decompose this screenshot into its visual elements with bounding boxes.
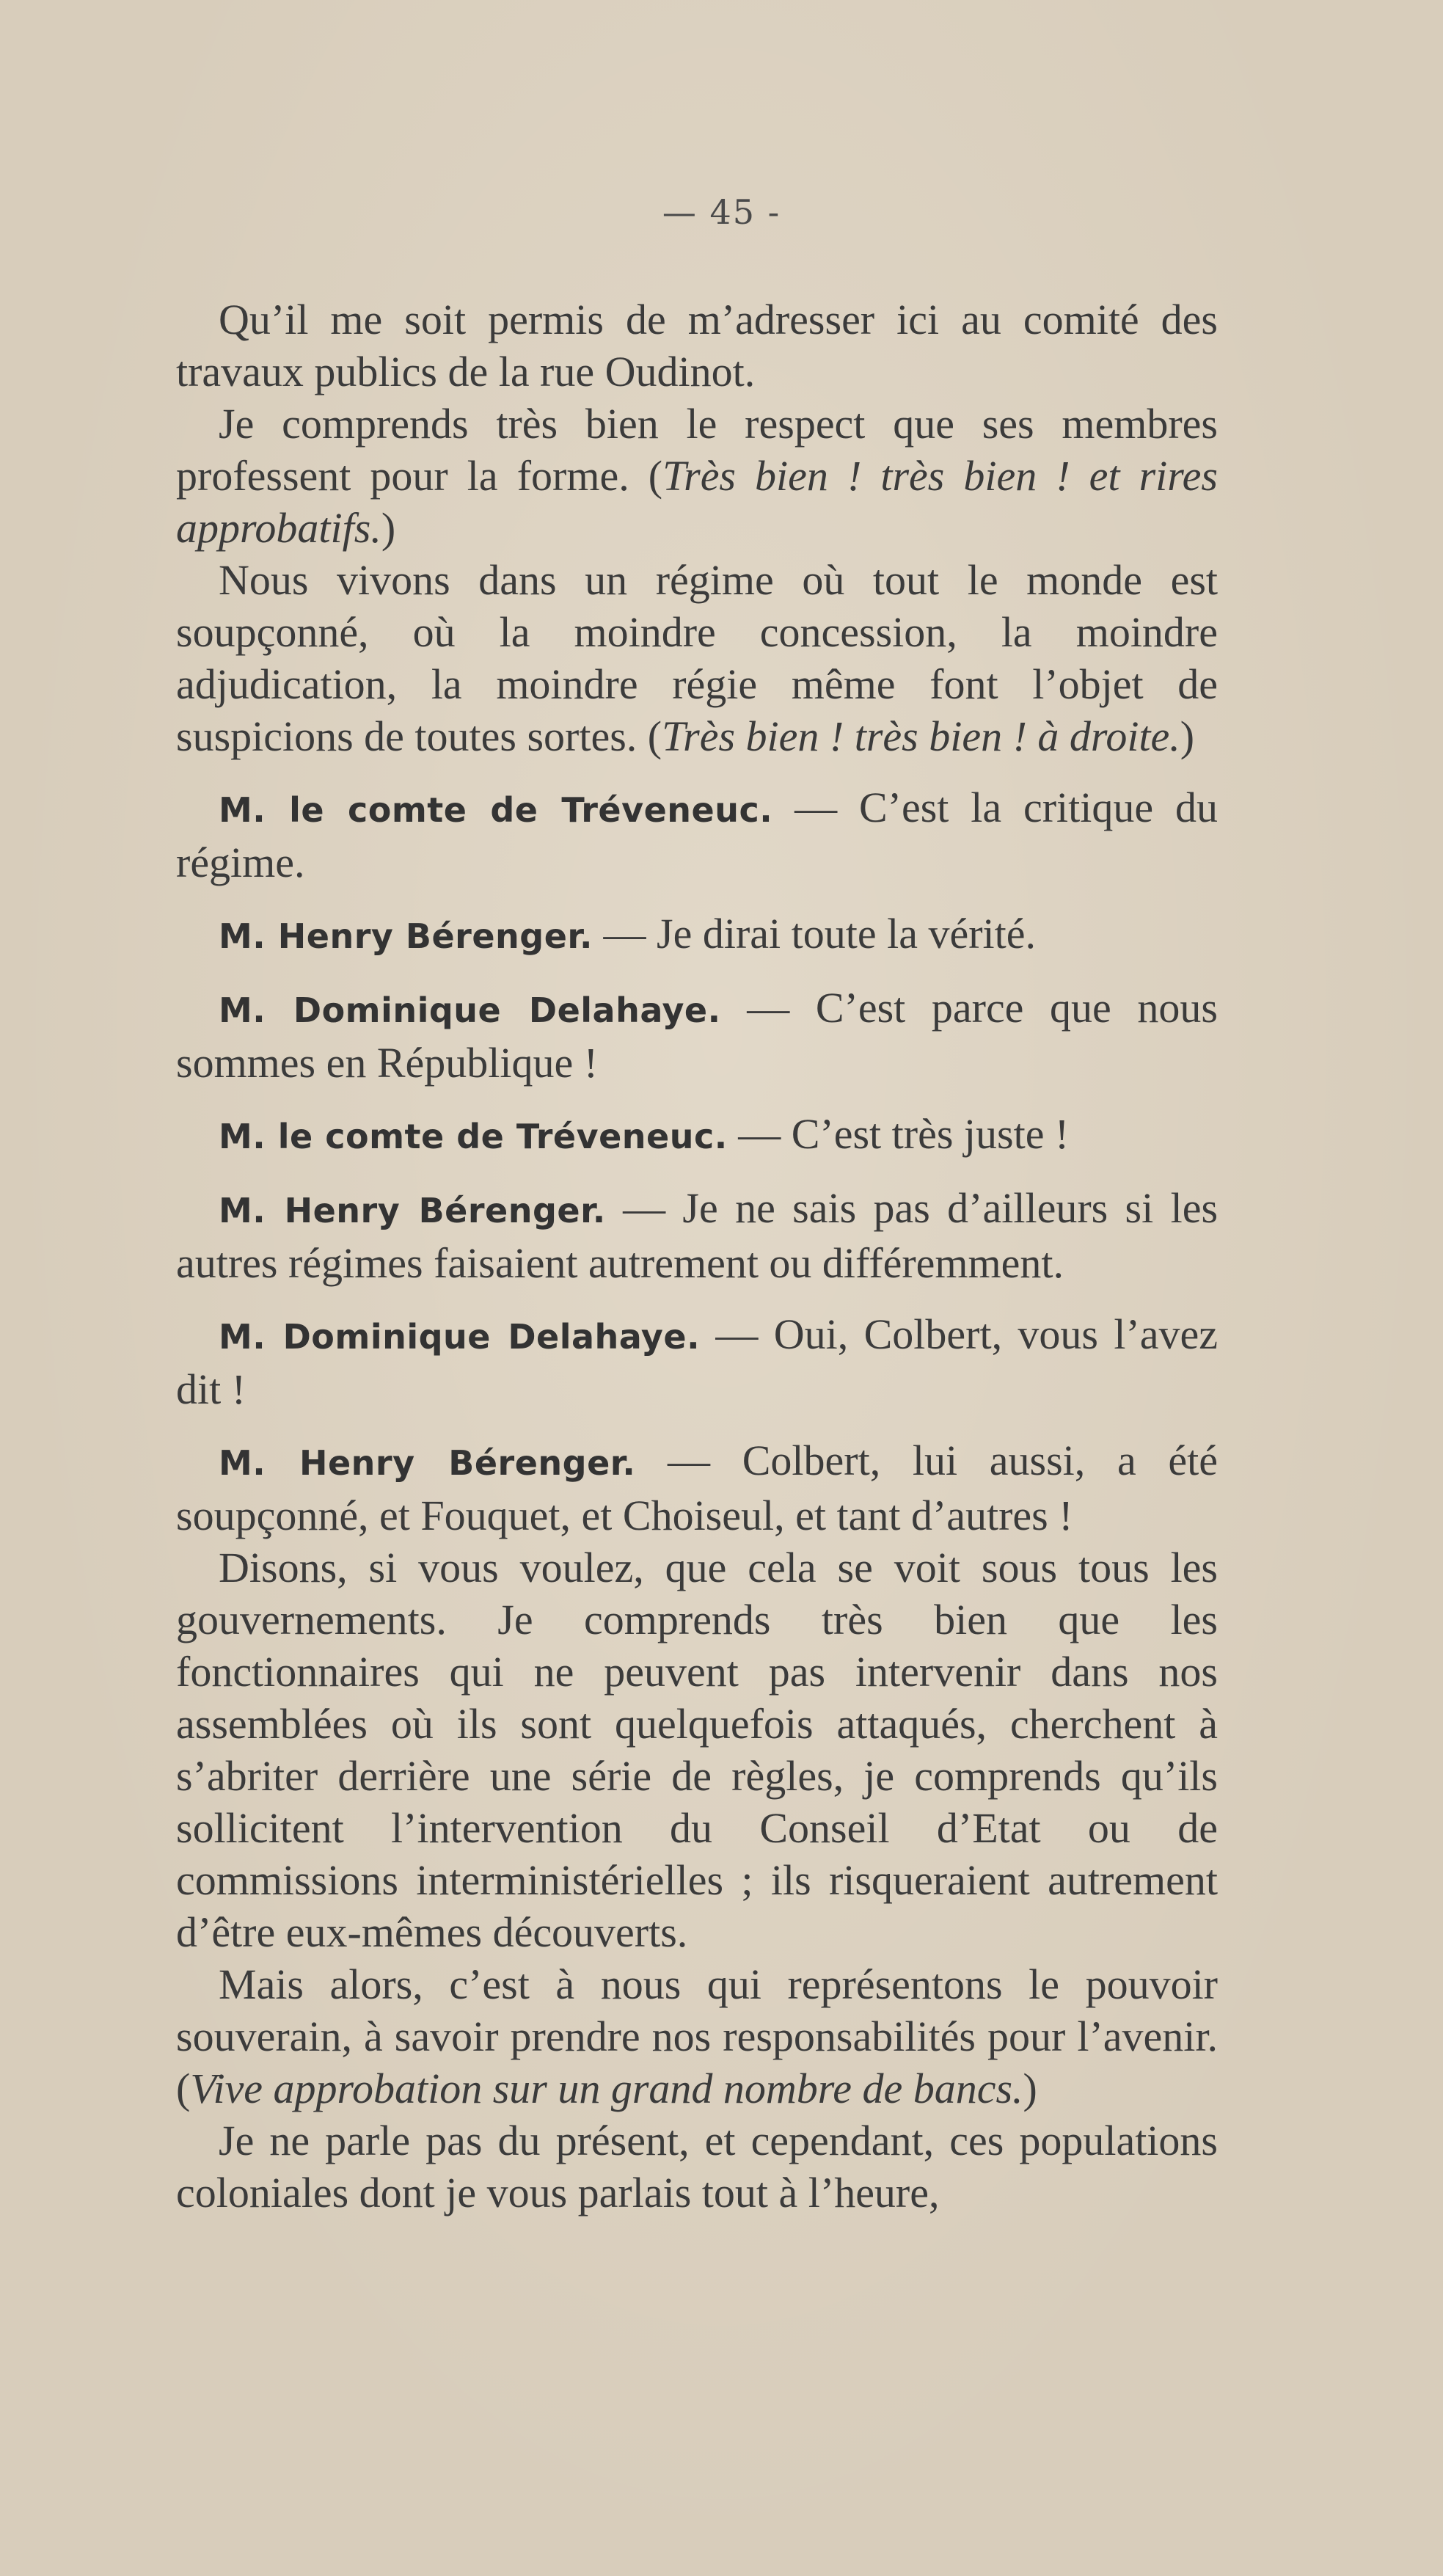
speaker-name: M. le comte de Tréveneuc. (219, 790, 773, 830)
body-text (176, 293, 1218, 2219)
dialogue-text: — Oui, Colbert, vous l’avez dit ! (176, 1310, 1218, 1413)
paragraph-text: Qu’il me soit permis de m’adresser ici au comité des travaux publics de la rue Oudinot. (176, 296, 1218, 395)
dialogue-text: — Je dirai toute la vérité. (593, 910, 1036, 957)
dialogue-line (176, 982, 1218, 1089)
paragraph-text: ) (1023, 2065, 1037, 2112)
paragraph (176, 293, 1218, 398)
applause-note: Très bien ! très bien ! à droite. (662, 712, 1180, 760)
speaker-name: M. Dominique Delahaye. (219, 1317, 701, 1357)
speaker-name: M. Henry Bérenger. (219, 1443, 636, 1483)
speaker-name: M. Henry Bérenger. (219, 1191, 606, 1230)
paragraph-text: Nous vivons dans un régime où tout le monde est soupçonné, où la moindre concession, la moindre adjudication, la moindre régie même font l’objet de suspicions de toutes sortes. ( (176, 556, 1218, 760)
page-number: — 45 - (662, 192, 781, 232)
dialogue-line (176, 781, 1218, 889)
paragraph-text: Je ne parle pas du présent, et cependant, ces populations coloniales dont je vous parlais tout à l’heure, (176, 2117, 1218, 2216)
dialogue-line (176, 1108, 1218, 1163)
speaker-name: M. le comte de Tréveneuc. (219, 1117, 728, 1156)
dialogue-text: — C’est parce que nous sommes en République ! (176, 984, 1218, 1087)
dialogue-line (176, 1434, 1218, 1541)
paragraph (176, 1541, 1218, 1958)
applause-note: Vive approbation sur un grand nombre de bancs. (190, 2065, 1023, 2112)
paragraph-text: ) (381, 504, 396, 552)
speaker-name: M. Henry Bérenger. (219, 916, 593, 956)
dialogue-text: — C’est la critique du régime. (176, 784, 1219, 886)
dialogue-line (176, 1308, 1218, 1415)
speaker-name: M. Dominique Delahaye. (219, 990, 721, 1030)
dialogue-text: — Colbert, lui aussi, a été soupçonné, et Fouquet, et Choiseul, et tant d’autres ! (176, 1437, 1218, 1539)
paragraph (176, 2115, 1218, 2219)
dialogue-text: — C’est très juste ! (727, 1110, 1070, 1158)
paragraph-text: ) (1180, 712, 1195, 760)
dialogue-text: — Je ne sais pas d’ailleurs si les autres régimes faisaient autrement ou différemment. (176, 1184, 1219, 1287)
paragraph-text: Disons, si vous voulez, que cela se voit sous tous les gouvernements. Je comprends très bien que les fonctionnaires qui ne peuvent pas intervenir dans nos assemblées où ils sont quelquefois attaqués, cherchent à s’abriter derrière une série de règles, je comprends qu’ils sollicitent l’intervention du Conseil d’Etat ou de commissions interministérielles ; ils risqueraient autrement d’être eux-mêmes découverts. (176, 1544, 1218, 1956)
dialogue-line (176, 908, 1218, 963)
paragraph (176, 1958, 1218, 2115)
paragraph (176, 398, 1218, 554)
paragraph (176, 554, 1218, 762)
dialogue-line (176, 1182, 1218, 1289)
paragraph-text: Je comprends très bien le respect que ses membres professent pour la forme. ( (176, 400, 1218, 500)
applause-note: Très bien ! très bien ! et rires approbatifs. (176, 452, 1218, 552)
paragraph-text: Mais alors, c’est à nous qui représentons le pouvoir souverain, à savoir prendre nos responsabilités pour l’avenir. ( (176, 1960, 1218, 2112)
